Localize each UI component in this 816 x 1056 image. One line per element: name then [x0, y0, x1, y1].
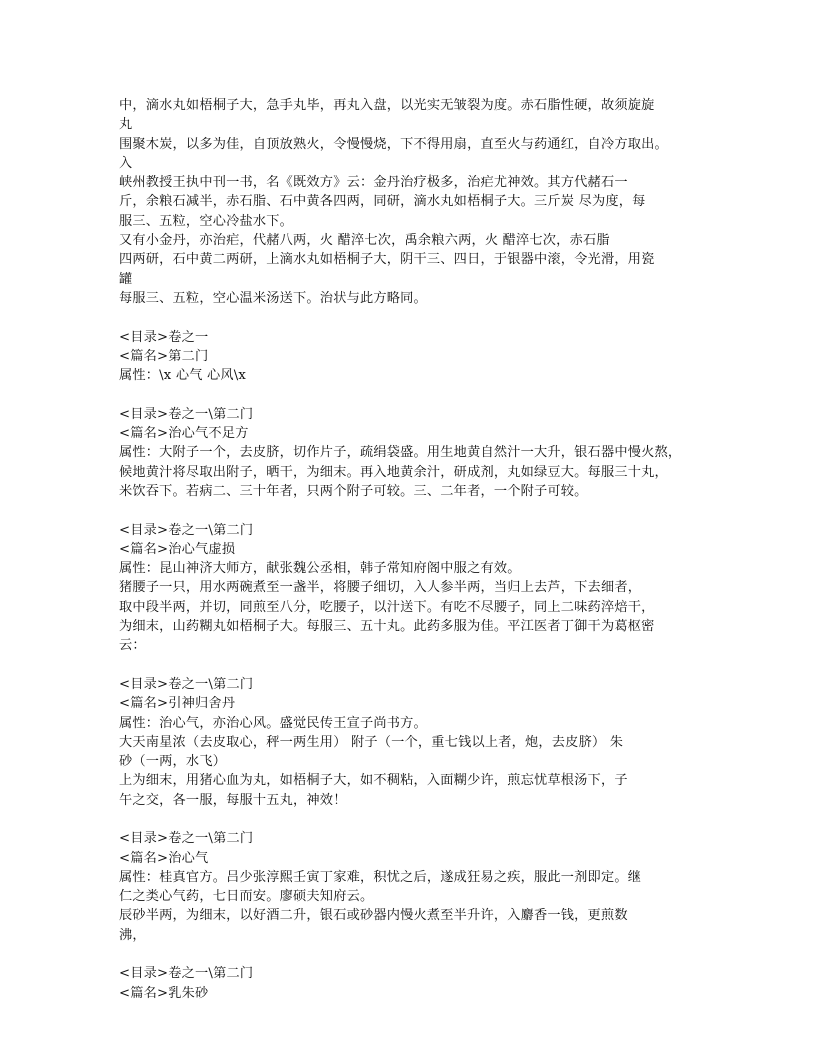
text-line: 入	[119, 155, 133, 171]
blank-line	[119, 308, 699, 327]
catalog-line: <目录>卷之一\第二门	[119, 966, 254, 982]
text-line: 猪腰子一只，用水两碗煮至一盏半，将腰子细切，入人参半两，当归上去芦，下去细者，	[119, 580, 642, 596]
section-title-line: <篇名>治心气不足方	[119, 426, 249, 442]
text-line: 又有小金丹，亦治疟，代赭八两，火 醋淬七次，禹余粮六两，火 醋淬七次，赤石脂	[119, 233, 610, 249]
text-line: 取中段半两，并切，同煎至八分，吃腰子，以汁送下。有吃不尽腰子，同上二味药淬焙干，	[119, 599, 655, 615]
text-line: 沸，	[119, 927, 146, 943]
text-line: 为细末，山药糊丸如梧桐子大。每服三、五十丸。此药多服为佳。平江医者丁御干为葛枢密	[119, 619, 655, 635]
attribute-line: 属性：\x 心气 心风\x	[119, 368, 247, 384]
section-title-line: <篇名>治心气虚损	[119, 541, 236, 557]
text-line: 服三、五粒，空心冷盐水下。	[119, 213, 294, 229]
catalog-line: <目录>卷之一	[119, 329, 209, 345]
catalog-line: <目录>卷之一\第二门	[119, 676, 254, 692]
catalog-line: <目录>卷之一\第二门	[119, 406, 254, 422]
attribute-line: 属性：桂真官方。吕少张淳熙壬寅丁家难，积忧之后，遂成狂易之疾，服此一剂即定。继	[119, 869, 642, 885]
text-line: 午之交，各一服，每服十五丸，神效！	[119, 792, 347, 808]
blank-line	[119, 501, 699, 520]
text-line: 丸	[119, 117, 133, 133]
blank-line	[119, 945, 699, 964]
text-line: 辰砂半两，为细末，以好酒二升，银石或砂器内慢火煮至半升许，入麝香一钱，更煎数	[119, 908, 628, 924]
catalog-line: <目录>卷之一\第二门	[119, 522, 254, 538]
text-line: 四两研，石中黄二两研，上滴水丸如梧桐子大，阴干三、四日，于银器中滚，令光滑，用瓷	[119, 252, 655, 268]
document-body	[119, 96, 699, 1003]
catalog-line: <目录>卷之一\第二门	[119, 831, 254, 847]
text-line: 围聚木炭，以多为佳，自顶放熟火，令慢慢烧，下不得用扇，直至火与药通红，自冷方取出。	[119, 136, 668, 152]
text-line: 斤，余粮石减半，赤石脂、石中黄各四两，同研，滴水丸如梧桐子大。三斤炭 尽为度，每	[119, 194, 646, 210]
text-line: 大天南星浓（去皮取心，秤一两生用） 附子（一个，重七钱以上者，炮，去皮脐） 朱	[119, 734, 624, 750]
section-title-line: <篇名>第二门	[119, 348, 209, 364]
section-title-line: <篇名>乳朱砂	[119, 985, 209, 1001]
section-title-line: <篇名>引神归舍丹	[119, 696, 236, 712]
text-line: 砂（一两，水飞）	[119, 754, 227, 770]
text-line: 米饮吞下。若病二、三十年者，只两个附子可较。三、二年者，一个附子可较。	[119, 483, 588, 499]
blank-line	[119, 810, 699, 829]
attribute-line: 属性：治心气，亦治心风。盛觉民传王宣子尚书方。	[119, 715, 427, 731]
text-line: 中，滴水丸如梧桐子大，急手丸毕，再丸入盘，以光实无皱裂为度。赤石脂性硬，故须旋旋	[119, 98, 655, 113]
blank-line	[119, 385, 699, 404]
text-line: 云：	[119, 638, 146, 654]
attribute-line: 属性：大附子一个，去皮脐，切作片子，疏绢袋盛。用生地黄自然汁一大升，银石器中慢火熬，	[119, 445, 682, 461]
text-line: 仁之类心气药，七日而安。廖硕夫知府云。	[119, 889, 374, 905]
blank-line	[119, 656, 699, 675]
text-line: 候地黄汁将尽取出附子，晒干，为细末。再入地黄余汁，研成剂，丸如绿豆大。每服三十丸，	[119, 464, 668, 480]
section-title-line: <篇名>治心气	[119, 850, 209, 866]
text-line: 罐	[119, 271, 133, 287]
attribute-line: 属性：昆山神济大师方，献张魏公丞相，韩子常知府阁中服之有效。	[119, 561, 521, 577]
text-line: 每服三、五粒，空心温米汤送下。治状与此方略同。	[119, 290, 427, 306]
text-line: 峡州教授王执中刊一书，名《既效方》云：金丹治疗极多，治疟尤神效。其方代赭石一	[119, 175, 628, 191]
text-line: 上为细末，用猪心血为丸，如梧桐子大，如不稠粘，入面糊少许，煎忘忧草根汤下，子	[119, 773, 628, 789]
